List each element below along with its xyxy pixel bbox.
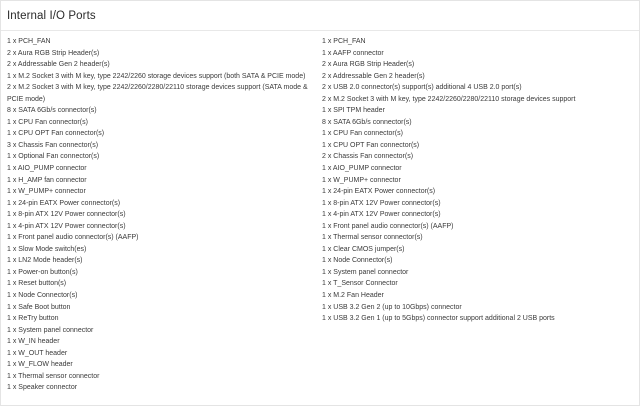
spec-item: 2 x M.2 Socket 3 with M key, type 2242/2260/2280/22110 storage devices support [322,95,576,103]
spec-item: 1 x W_PUMP+ connector [7,188,86,196]
spec-item: 8 x SATA 6Gb/s connector(s) [7,107,97,115]
spec-item: 1 x CPU OPT Fan connector(s) [7,130,105,138]
spec-item: 1 x CPU Fan connector(s) [7,118,88,126]
spec-item: 2 x M.2 Socket 3 with M key, type 2242/2260/2280/22110 storage devices support (SATA mode & PCIE mode) [7,84,308,103]
spec-item: 1 x 8-pin ATX 12V Power connector(s) [7,211,126,219]
spec-item: 1 x M.2 Socket 3 with M key, type 2242/2260 storage devices support (both SATA & PCIE mode) [7,72,306,80]
spec-item: 2 x Aura RGB Strip Header(s) [7,49,100,57]
spec-item: 1 x Front panel audio connector(s) (AAFP) [7,234,139,242]
spec-item: 1 x W_IN header [7,338,60,346]
spec-item: 1 x M.2 Fan Header [322,292,384,300]
spec-item: 1 x SPI TPM header [322,107,385,115]
spec-item: 1 x Slow Mode switch(es) [7,245,87,253]
spec-item: 3 x Chassis Fan connector(s) [7,141,99,149]
spec-item: 1 x Clear CMOS jumper(s) [322,245,405,253]
spec-item: 1 x Thermal sensor connector(s) [322,234,423,242]
spec-item: 1 x W_OUT header [7,349,68,357]
spec-item: 1 x Front panel audio connector(s) (AAFP) [322,222,454,230]
spec-item: 1 x Thermal sensor connector [7,372,100,380]
right-spec-column [322,36,634,325]
spec-item: 1 x PCH_FAN [7,38,51,45]
spec-item: 1 x USB 3.2 Gen 2 (up to 10Gbps) connector [322,303,462,311]
spec-item: 1 x Reset button(s) [7,280,67,288]
spec-item: 1 x 4-pin ATX 12V Power connector(s) [7,222,126,230]
spec-item: 1 x AAFP connector [322,49,384,57]
spec-item: 1 x USB 3.2 Gen 1 (up to 5Gbps) connector support additional 2 USB ports [322,315,555,323]
spec-item: 1 x 24-pin EATX Power connector(s) [7,199,121,207]
spec-item: 2 x Chassis Fan connector(s) [322,153,414,161]
spec-item: 1 x Optional Fan connector(s) [7,153,100,161]
spec-item: 1 x 24-pin EATX Power connector(s) [322,188,436,196]
title-divider [1,30,639,31]
spec-item: 1 x Power-on button(s) [7,268,78,276]
spec-item: 1 x Speaker connector [7,384,78,392]
left-spec-column [7,36,309,394]
spec-item: 1 x AIO_PUMP connector [7,165,87,173]
spec-item: 1 x AIO_PUMP connector [322,165,402,173]
spec-item: 1 x CPU OPT Fan connector(s) [322,141,420,149]
spec-item: 2 x Addressable Gen 2 header(s) [7,61,110,69]
spec-item: 1 x LN2 Mode header(s) [7,257,83,265]
spec-item: 1 x 4-pin ATX 12V Power connector(s) [322,211,441,219]
spec-item: 8 x SATA 6Gb/s connector(s) [322,118,412,126]
spec-item: 1 x Node Connector(s) [7,292,78,300]
spec-item: 2 x Addressable Gen 2 header(s) [322,72,425,80]
spec-item: 1 x System panel connector [322,268,409,276]
spec-item: 1 x System panel connector [7,326,94,334]
spec-item: 1 x 8-pin ATX 12V Power connector(s) [322,199,441,207]
spec-item: 1 x H_AMP fan connector [7,176,87,184]
spec-item: 1 x CPU Fan connector(s) [322,130,403,138]
spec-item: 1 x W_FLOW header [7,361,73,369]
spec-item: 1 x W_PUMP+ connector [322,176,401,184]
spec-item: 2 x USB 2.0 connector(s) support(s) additional 4 USB 2.0 port(s) [322,84,522,92]
spec-item: 1 x ReTry button [7,315,59,323]
spec-item: 2 x Aura RGB Strip Header(s) [322,61,415,69]
spec-item: 1 x Safe Boot button [7,303,71,311]
spec-item: 1 x T_Sensor Connector [322,280,398,288]
panel-title: Internal I/O Ports [7,10,96,22]
spec-item: 1 x PCH_FAN [322,38,366,45]
spec-item: 1 x Node Connector(s) [322,257,393,265]
